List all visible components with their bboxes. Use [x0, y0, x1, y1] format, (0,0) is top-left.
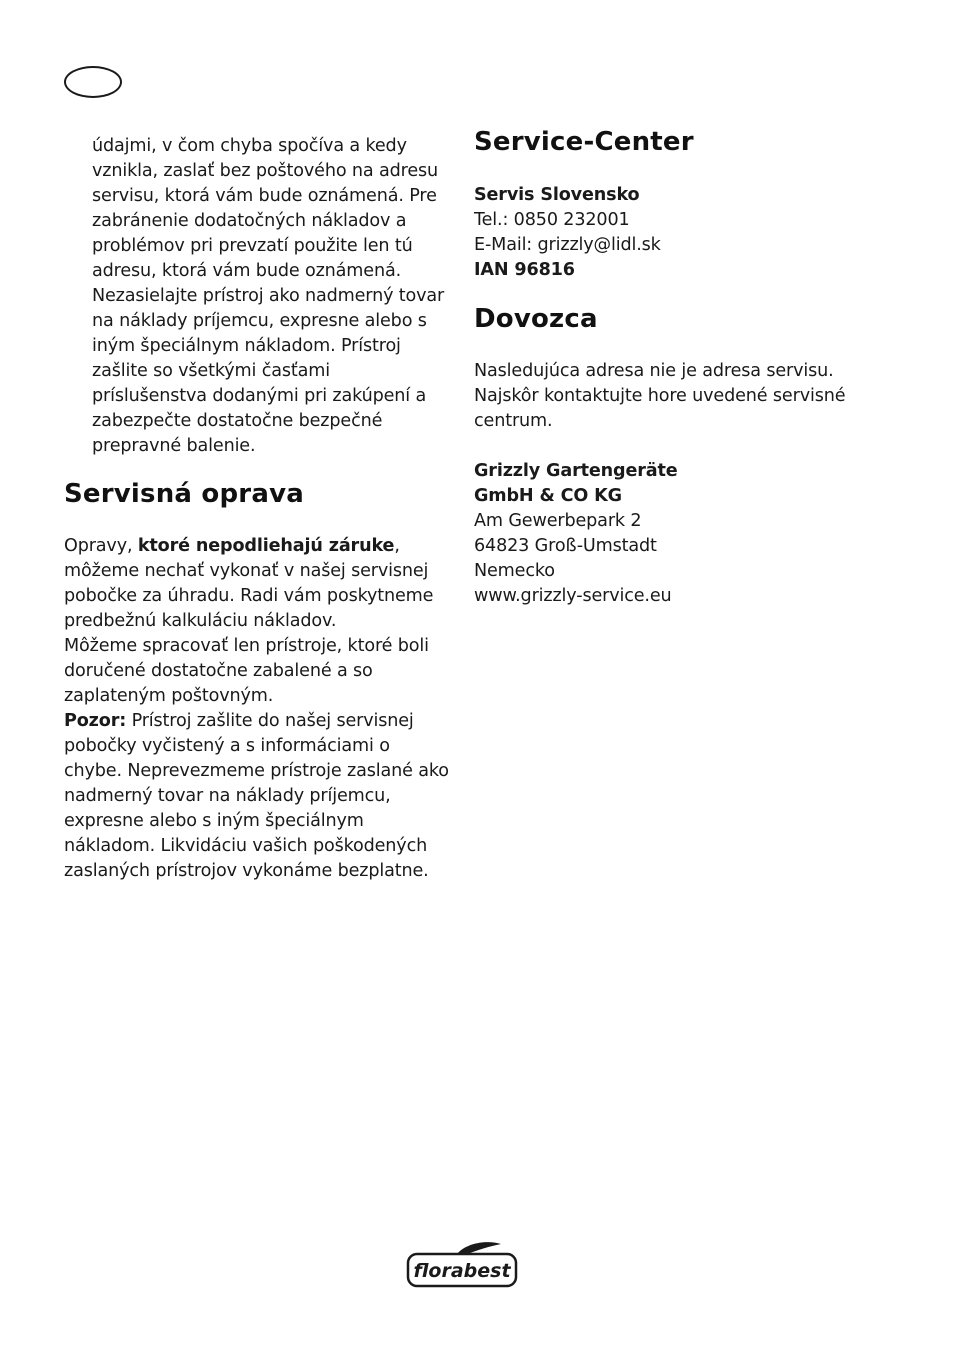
repair-paragraph [64, 534, 450, 634]
attention-label: Pozor: [64, 711, 127, 731]
heading-service-center: Service-Center [474, 127, 694, 157]
repair-text-bold: ktoré nepodliehajú záruke [137, 536, 395, 556]
logo-wordmark: florabest [413, 1260, 511, 1282]
heading-servisna-oprava: Servisná oprava [64, 479, 304, 509]
address-city: 64823 Groß-Umstadt [474, 536, 657, 556]
service-email: E-Mail: grizzly@lidl.sk [474, 235, 661, 255]
heading-dovozca: Dovozca [474, 304, 598, 334]
service-tel: Tel.: 0850 232001 [474, 210, 630, 230]
company-line-2: GmbH & CO KG [474, 486, 622, 506]
address-web: www.grizzly-service.eu [474, 586, 672, 606]
attention-paragraph [64, 709, 450, 884]
address-street: Am Gewerbepark 2 [474, 511, 642, 531]
company-line-1: Grizzly Gartengeräte [474, 461, 678, 481]
language-badge [64, 66, 122, 98]
importer-note: Nasledujúca adresa nie je adresa servisu. Najskôr kontaktujte hore uvedené servisné centrum. [474, 361, 846, 431]
service-name: Servis Slovensko [474, 185, 640, 205]
repair-text-pre: Opravy, [64, 536, 138, 556]
address-country: Nemecko [474, 561, 555, 581]
repair-text-post: , môžeme nechať vykonať v našej servisnej pobočke za úhradu. Radi vám poskytneme predbežnú kalkuláciu nákladov. [64, 536, 434, 631]
service-ian: IAN 96816 [474, 260, 575, 280]
repair-paragraph-2: Môžeme spracovať len prístroje, ktoré boli doručené dostatočne zabalené a so zaplateným poštovným. [64, 636, 429, 706]
attention-text: Prístroj zašlite do našej servisnej pobočky vyčistený a s informáciami o chybe. Neprevezmeme prístroje zaslané ako nadmerný tovar na náklady príjemcu, expresne alebo s iným špeciálnym nákladom. Likvidáciu vašich poškodených zaslaných prístrojov vykonáme bezplatne. [64, 711, 449, 881]
florabest-logo [405, 1240, 519, 1290]
continued-paragraph: údajmi, v čom chyba spočíva a kedy vznikla, zaslať bez poštového na adresu servisu, ktorá vám bude oznámená. Pre zabránenie dodatočných nákladov a problémov pri prevzatí použite len tú adresu, ktorá vám bude oznámená. Nezasielajte prístroj ako nadmerný tovar na náklady príjemcu, expresne alebo s iným špeciálnym nákladom. Prístroj zašlite so všetkými časťami príslušenstva dodanými pri zakúpení a zabezpečte dostatočne bezpečné prepravné balenie. [92, 136, 445, 456]
